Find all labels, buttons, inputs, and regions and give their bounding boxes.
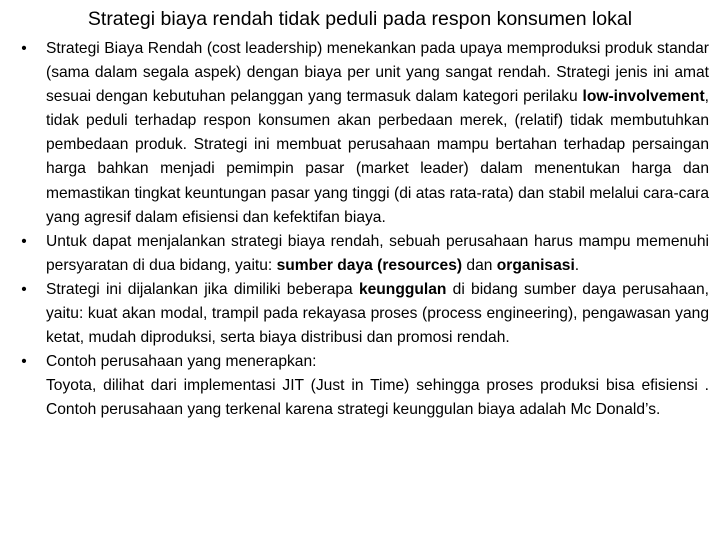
bullet-icon: • [21, 280, 27, 298]
paragraph-text: dan [462, 256, 497, 274]
emphasis-resources: sumber daya (resources) [276, 256, 463, 274]
paragraph-text: . [574, 256, 580, 274]
list-item-advantages [21, 278, 709, 350]
emphasis-low-involvement: low-involvement [582, 88, 705, 106]
emphasis-keunggulan: keunggulan [358, 280, 447, 298]
list-item-requirements [21, 230, 709, 278]
paragraph-text: , tidak peduli terhadap respon konsumen akan perbedaan merek, (relatif) tidak membutuhkan pembedaan produk. Strategi ini membuat perusahaan mampu bertahan terhadap persaingan harga bahkan menjadi pemimpin pasar (market leader) dalam menentukan harga dan memastikan tingkat keuntungan pasar yang tinggi (di atas rata-rata) dan stabil melalui cara-cara yang agresif dalam efisiensi dan kefektifan biaya. [46, 88, 709, 226]
list-item-cost-leadership [21, 37, 709, 230]
paragraph-text: Strategi ini dijalankan jika dimiliki beberapa [46, 280, 359, 298]
list-item-examples [21, 350, 709, 422]
slide-title: Strategi biaya rendah tidak peduli pada respon konsumen lokal [87, 8, 633, 30]
bullet-icon: • [21, 353, 27, 371]
bullet-icon: • [21, 40, 27, 57]
paragraph-text: Strategi Biaya Rendah (cost leadership) menekankan pada upaya memproduksi produk standar (sama dalam segala aspek) dengan biaya per unit yang sangat rendah. Strategi jenis ini amat sesuai dengan kebutuhan pelanggan yang termasuk dalam kategori perilaku [46, 40, 709, 106]
bullet-icon: • [21, 232, 27, 250]
emphasis-organisasi: organisasi [496, 256, 575, 274]
example-text: Toyota, dilihat dari implementasi JIT (Just in Time) sehingga proses produksi bisa efisiensi . Contoh perusahaan yang terkenal karena strategi keunggulan biaya adalah Mc Donald’s. [46, 377, 709, 419]
paragraph-text: di bidang sumber daya perusahaan, yaitu: kuat akan modal, trampil pada rekayasa proses (process engineering), pengawasan yang ketat, mudah diproduksi, serta biaya distribusi dan promosi rendah. [46, 280, 709, 347]
bullet-list [21, 37, 709, 423]
paragraph-text: Contoh perusahaan yang menerapkan: [46, 353, 317, 371]
paragraph-text: Untuk dapat menjalankan strategi biaya rendah, sebuah perusahaan harus mampu memenuhi persyaratan di dua bidang, yaitu: [46, 232, 709, 274]
